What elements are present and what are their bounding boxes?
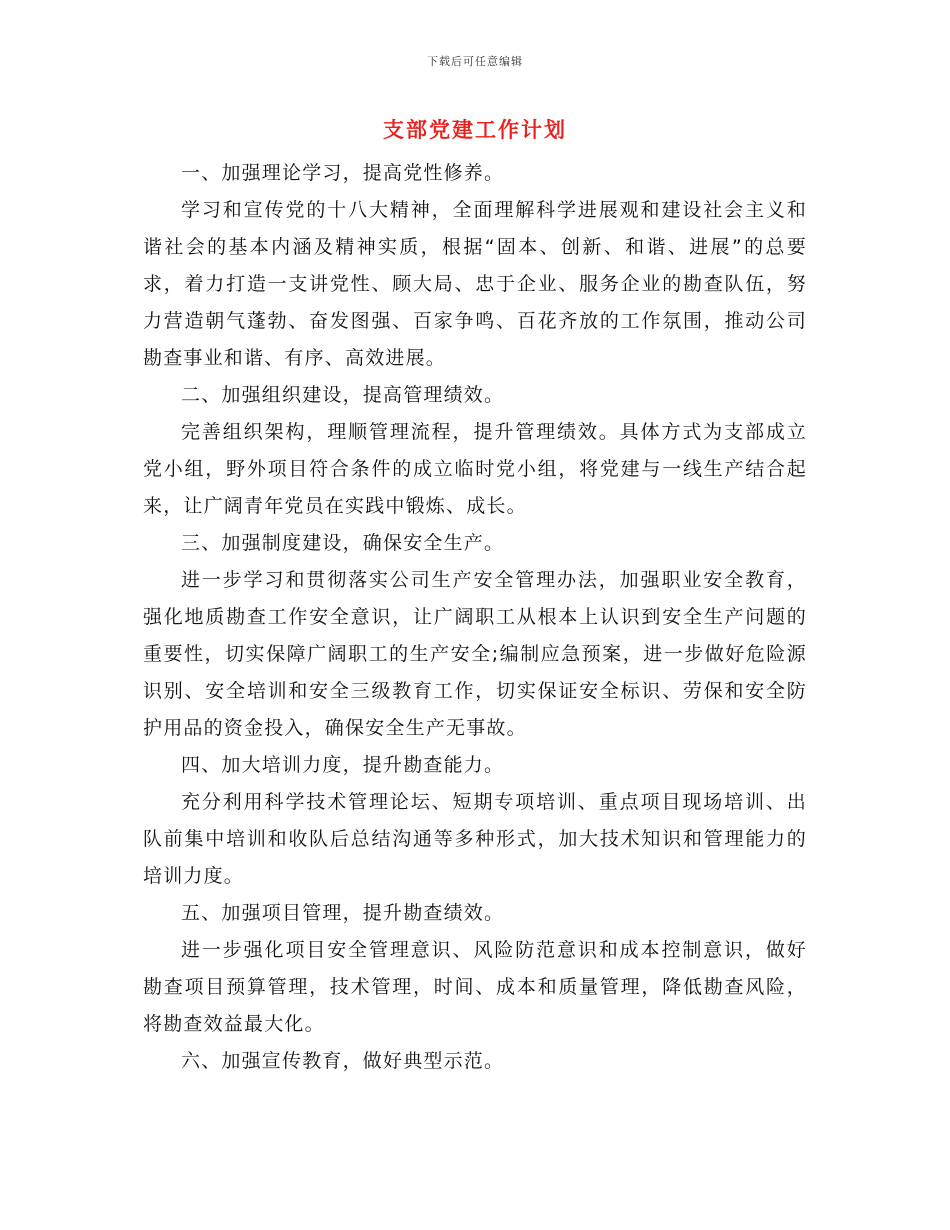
- section-3-body: 进一步学习和贯彻落实公司生产安全管理办法，加强职业安全教育，强化地质勘查工作安全意识，让广阔职工从根本上认识到安全生产问题的重要性，切实保障广阔职工的生产安全;编制应急预案，进一步做好危险源识别、安全培训和安全三级教育工作，切实保证安全标识、劳保和安全防护用品的资金投入，确保安全生产无事故。: [143, 569, 807, 739]
- document-title: 支部党建工作计划: [383, 118, 567, 142]
- section-5-body: 进一步强化项目安全管理意识、风险防范意识和成本控制意识，做好勘查项目预算管理，技术管理，时间、成本和质量管理，降低勘查风险，将勘查效益最大化。: [143, 939, 807, 1035]
- page-header-note: 下载后可任意编辑: [427, 55, 523, 68]
- section-2-heading: 二、加强组织建设，提高管理绩效。: [181, 384, 505, 406]
- section-2-body: 完善组织架构，理顺管理流程，提升管理绩效。具体方式为支部成立党小组，野外项目符合条件的成立临时党小组，将党建与一线生产结合起来，让广阔青年党员在实践中锻炼、成长。: [143, 421, 807, 517]
- document-body: [143, 155, 807, 1080]
- section-6-heading: 六、加强宣传教育，做好典型示范。: [181, 1050, 505, 1072]
- section-1-body: 学习和宣传党的十八大精神，全面理解科学进展观和建设社会主义和谐社会的基本内涵及精神实质，根据“固本、创新、和谐、进展”的总要求，着力打造一支讲党性、顾大局、忠于企业、服务企业的勘查队伍，努力营造朝气蓬勃、奋发图强、百家争鸣、百花齐放的工作氛围，推动公司勘查事业和谐、有序、高效进展。: [143, 199, 807, 369]
- section-3-heading: 三、加强制度建设，确保安全生产。: [181, 532, 505, 554]
- section-4-heading: 四、加大培训力度，提升勘查能力。: [181, 754, 505, 776]
- section-4-body: 充分利用科学技术管理论坛、短期专项培训、重点项目现场培训、出队前集中培训和收队后总结沟通等多种形式，加大技术知识和管理能力的培训力度。: [143, 791, 807, 887]
- section-5-heading: 五、加强项目管理，提升勘查绩效。: [181, 902, 505, 924]
- section-1-heading: 一、加强理论学习，提高党性修养。: [181, 162, 505, 184]
